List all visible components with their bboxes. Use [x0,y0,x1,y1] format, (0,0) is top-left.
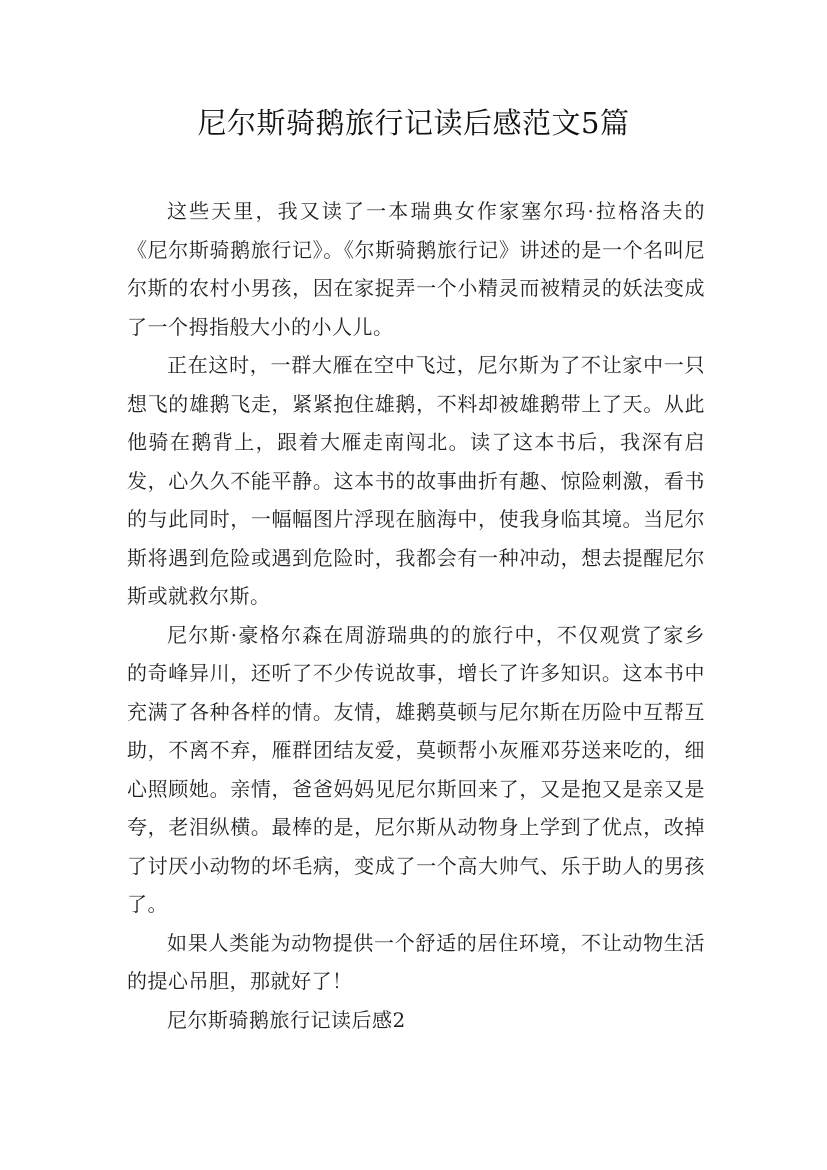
paragraph-1: 这些天里，我又读了一本瑞典女作家塞尔玛·拉格洛夫的《尼尔斯骑鹅旅行记》。《尔斯骑鹅旅行记》讲述的是一个名叫尼尔斯的农村小男孩，因在家捉弄一个小精灵而被精灵的妖法变成了一个拇指般大小的小人儿。 [127,199,705,339]
document-body [127,192,705,1039]
document-title: 尼尔斯骑鹅旅行记读后感范文5篇 [197,106,630,140]
paragraph-2: 正在这时，一群大雁在空中飞过，尼尔斯为了不让家中一只想飞的雄鹅飞走，紧紧抱住雄鹅，不料却被雄鹅带上了天。从此他骑在鹅背上，跟着大雁走南闯北。读了这本书后，我深有启发，心久久不能平静。这本书的故事曲折有趣、惊险刺激，看书的与此同时，一幅幅图片浮现在脑海中，使我身临其境。当尼尔斯将遇到危险或遇到危险时，我都会有一种冲动，想去提醒尼尔斯或就救尔斯。 [127,353,705,608]
paragraph-4: 如果人类能为动物提供一个舒适的居住环境，不让动物生活的提心吊胆，那就好了！ [127,930,705,993]
paragraph-3: 尼尔斯·豪格尔森在周游瑞典的的旅行中，不仅观赏了家乡的奇峰异川，还听了不少传说故事，增长了许多知识。这本书中充满了各种各样的情。友情，雄鹅莫顿与尼尔斯在历险中互帮互助，不离不弃，雁群团结友爱，莫顿帮小灰雁邓芬送来吃的，细心照顾她。亲情，爸爸妈妈见尼尔斯回来了，又是抱又是亲又是夸，老泪纵横。最棒的是，尼尔斯从动物身上学到了优点，改掉了讨厌小动物的坏毛病，变成了一个高大帅气、乐于助人的男孩了。 [127,622,705,916]
section-heading-2: 尼尔斯骑鹅旅行记读后感2 [167,1007,406,1032]
